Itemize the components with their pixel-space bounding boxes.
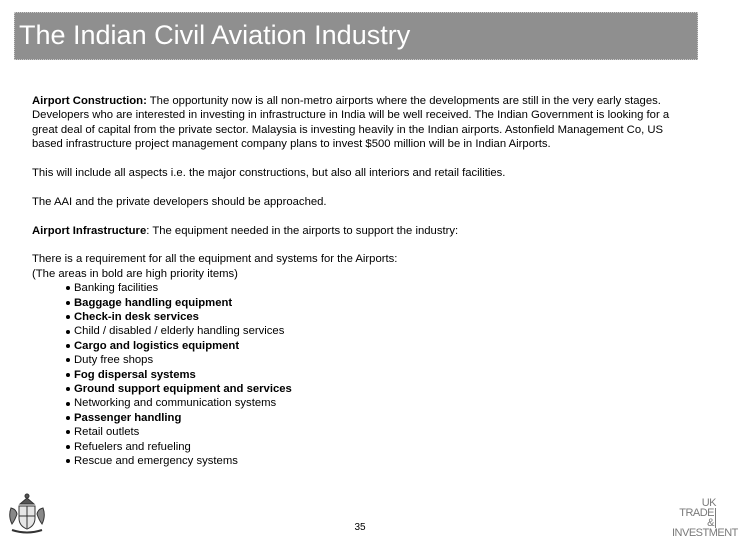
list-item-label: Retail outlets bbox=[74, 426, 140, 439]
requirement-line-2: (The areas in bold are high priority items) bbox=[32, 267, 238, 280]
list-item bbox=[66, 310, 692, 324]
airport-infrastructure-label: Airport Infrastructure bbox=[32, 224, 147, 237]
list-item-label: Banking facilities bbox=[74, 282, 159, 295]
aai-paragraph: The AAI and the private developers should be approached. bbox=[32, 195, 327, 208]
list-item bbox=[66, 339, 692, 353]
list-item bbox=[66, 425, 692, 439]
list-item-label: Fog dispersal systems bbox=[74, 368, 196, 381]
list-item bbox=[66, 454, 692, 468]
logo-line-investment: INVESTMENT bbox=[672, 527, 738, 539]
list-item-label: Networking and communication systems bbox=[74, 397, 277, 410]
list-item bbox=[66, 396, 692, 410]
list-item-label: Passenger handling bbox=[74, 411, 182, 424]
requirement-line-1: There is a requirement for all the equipment and systems for the Airports: bbox=[32, 253, 398, 266]
bullet-icon bbox=[66, 459, 70, 463]
bullet-icon bbox=[66, 402, 70, 406]
bullet-icon bbox=[66, 387, 70, 391]
list-item bbox=[66, 324, 692, 338]
bullet-icon bbox=[66, 416, 70, 420]
list-item-label: Rescue and emergency systems bbox=[74, 454, 238, 467]
list-item bbox=[66, 382, 692, 396]
bullet-icon bbox=[66, 315, 70, 319]
list-item-label: Baggage handling equipment bbox=[74, 296, 233, 309]
bullet-icon bbox=[66, 286, 70, 290]
bullet-icon bbox=[66, 373, 70, 377]
list-item bbox=[66, 353, 692, 367]
airport-construction-label: Airport Construction: bbox=[32, 95, 147, 107]
uk-trade-investment-logo bbox=[672, 497, 738, 539]
page-number: 35 bbox=[354, 522, 366, 533]
list-item-label: Check-in desk services bbox=[74, 311, 199, 323]
list-item-label: Refuelers and refueling bbox=[74, 440, 191, 453]
list-item-label: Child / disabled / elderly handling services bbox=[74, 325, 285, 338]
royal-crest-logo bbox=[4, 490, 50, 536]
list-item-label: Ground support equipment and services bbox=[74, 382, 292, 395]
title-bar bbox=[14, 12, 698, 60]
list-item-label: Cargo and logistics equipment bbox=[74, 339, 240, 352]
list-item bbox=[66, 368, 692, 382]
list-item bbox=[66, 281, 692, 295]
airport-infrastructure-paragraph bbox=[32, 224, 692, 238]
bullet-icon bbox=[66, 301, 70, 305]
bullet-icon bbox=[66, 445, 70, 449]
slide-content bbox=[32, 94, 692, 468]
airport-construction-text: The opportunity now is all non-metro airports where the developments are still in the very early stages. Developers who are interested in investing in infrastructure in India will be well received. The Indian Government is looking for a great deal of capital from the private sector. Malaysia is investing heavily in the Indian airports. Astonfield Management Co, US based infrastructure project management company plans to invest $500 million will be in Indian Airports. bbox=[32, 95, 670, 151]
list-item bbox=[66, 296, 692, 310]
aspects-paragraph: This will include all aspects i.e. the major constructions, but also all interiors and retail facilities. bbox=[32, 167, 506, 180]
bullet-icon bbox=[66, 358, 70, 362]
bullet-icon bbox=[66, 330, 70, 334]
list-item bbox=[66, 411, 692, 425]
airport-construction-paragraph bbox=[32, 94, 692, 152]
airport-infrastructure-text: : The equipment needed in the airports to support the industry: bbox=[146, 224, 459, 237]
bullet-icon bbox=[66, 430, 70, 434]
list-item-label: Duty free shops bbox=[74, 354, 154, 367]
page-title: The Indian Civil Aviation Industry bbox=[19, 20, 411, 50]
list-item bbox=[66, 440, 692, 454]
logo-line-trade: TRADE & bbox=[672, 508, 716, 528]
equipment-list bbox=[32, 281, 692, 468]
bullet-icon bbox=[66, 344, 70, 348]
logo-line-uk: UK bbox=[701, 497, 716, 509]
